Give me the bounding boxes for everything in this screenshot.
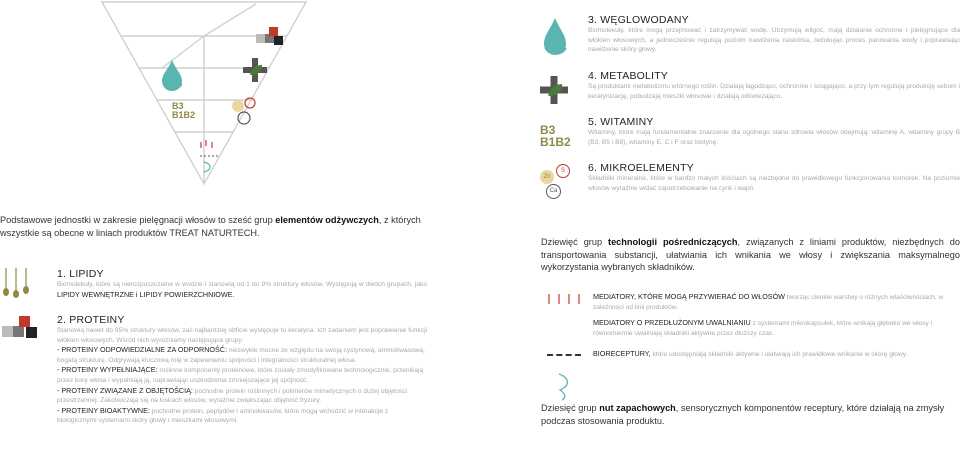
vitamin-pyramid-icon xyxy=(172,102,195,120)
protein-group: - PROTEINY BIOAKTYWNE: pochodne protein, peptydów i aminokwasów, które mogą wchodzić w interakcje z biologicznymi systemami skóry głowy i mieszkami włosowymi. xyxy=(57,405,389,425)
protein-group: - PROTEINY ZWIĄZANE Z OBJĘTOŚCIĄ: pochodne protein roślinnych i polimerów mimetycznych o dużej objętości przestrzennej. Zakotwiczają się na łuskach włosów, wyraźnie zwiększając objętość fryzury. xyxy=(57,385,407,405)
sec3-icon-drop xyxy=(540,16,570,63)
calcium-icon: Ca xyxy=(546,184,561,199)
section-vitamins xyxy=(588,116,960,147)
section-body: Biomolekuły, które mogą przejmować i zatrzymywać wodę. Utrzymują wilgoć, mają działanie ochronne i pielęgnujące dla włókien włosowych, a jednocześnie regulują poziom nawilżenia naskórka, redukując proces parowania wody i poprawiając nawilżenie skóry głowy. xyxy=(588,27,960,54)
section-carbohydrates xyxy=(588,14,960,55)
mediator-adhering: MEDIATORY, KTÓRE MOGĄ PRZYWIERAĆ DO WŁOSÓW tworząc cienkie warstwy o różnych właściwościach, w zależności od linii produktów. xyxy=(593,292,944,311)
vitamin-b1b2-label: B1B2 xyxy=(540,135,571,149)
water-drop-icon xyxy=(158,58,186,97)
protein-group: - PROTEINY ODPOWIEDZIALNE ZA ODPORNOŚĆ: niezwykle mocne ze względu na swoją cystynową, aminokwasową, bogatą strukturę. Odgrywają kluczową rolę w zapewnieniu spójności i integralności strukturalnej włosa. xyxy=(57,345,425,364)
section-body: Stanowią nawet do 95% struktury włosów, zaś najbardziej obficie występuje tu keratyna. Ich zadaniem jest poprawienie funkcji włókien włosowych. Wśród nich wyróżniamy następujące grupy: xyxy=(57,327,427,344)
mediator-adhering-icon xyxy=(545,292,585,311)
bioreceptors: BIORECEPTURY, które udostępniają składniki aktywne i ułatwiają ich prawidłowe wnikanie w skórę głowy. xyxy=(593,349,908,358)
protein-group: - PROTEINY WYPEŁNIAJĄCE: roślinne komponenty proteinowe, które zostały zmodyfikowane technologicznie, przenikają przez korę włosa i wypełniają ją, naprawiając uszkodzenia zmniejszające jej spójność. xyxy=(57,365,424,384)
sec6-icon-minerals xyxy=(540,164,574,198)
section-title: 3. WĘGLOWODANY xyxy=(588,14,689,26)
section-title: 2. PROTEINY xyxy=(57,314,125,326)
section-body: Biomolekuły, które są nierozpuszczalne w wodzie i stanowią od 1 do 9% struktury włosów. Występują w dwóch grupach, jako LIPIDY WEWNĘTRZNE i LIPIDY POWIERZCHNIOWE. xyxy=(57,281,427,299)
section-title: 4. METABOLITY xyxy=(588,70,669,82)
section-lipids xyxy=(57,268,427,300)
intro-fragrance: Dziesięć grup nut zapachowych, sensorycznych komponentów receptury, które działają na zmysły podczas stosowania produktu. xyxy=(541,403,945,426)
section-metabolites xyxy=(588,70,960,101)
section-microelements xyxy=(588,162,960,193)
zinc-icon: Zn xyxy=(540,170,554,184)
puzzle-icon xyxy=(256,26,284,53)
bioreceptor-icon xyxy=(198,138,220,179)
mediator-sustained: MEDIATORY O PRZEDŁUŻONYM UWALNIANIU z systemami mikrokapsułek, które wnikają głęboko we włosy i równomiernie uwalniają składniki aktywne przez dłuższy czas. xyxy=(593,318,933,337)
leaf-cross-icon xyxy=(243,58,267,87)
sec4-icon-leaf xyxy=(540,76,568,109)
vitamin-b3-label: B3 xyxy=(172,101,184,111)
section-body: Witaminy, które mają fundamentalne znaczenie dla ogólnego stanu zdrowia włosów obejmują: witaminę A, witaminy grupy B (B3, B5 i B8), witaminy E, C i F oraz biotynę. xyxy=(588,129,960,146)
section-proteins xyxy=(57,314,427,426)
vitamin-b3-label: B3 xyxy=(540,123,556,137)
section-title: 6. MIKROELEMENTY xyxy=(588,162,694,174)
section-body: Są produktami metabolizmu wtórnego roślin. Działają łagodząco, ochronnie i ściągająco, a przy tym regulują produkcję sebum i keratynizację, pobudzają mieszki włosowe i działają odświeżająco. xyxy=(588,83,960,100)
intro-nutrients: Podstawowe jednostki w zakresie pielęgnacji włosów to sześć grup elementów odżywczych, z których wszystkie są obecne w liniach produktów TREAT NATURTECH. xyxy=(0,215,421,238)
bioreceptor-dash-icon xyxy=(547,354,581,356)
lipids-icon xyxy=(2,266,40,305)
intro-technologies: Dziewięć grup technologii pośredniczących, związanych z liniami produktów, niezbędnych do transportowania substancji, ułatwiania ich wnikania we włosy i zwiększania maksymalnego wykorzystania wybranych składników. xyxy=(541,237,960,272)
vitamin-b1b2-label: B1B2 xyxy=(172,110,196,120)
sec5-icon-vitamins xyxy=(540,124,571,148)
section-title: 5. WITAMINY xyxy=(588,116,654,128)
sulfur-icon: S xyxy=(556,164,570,178)
section-body: Składniki mineralne, które w bardzo małych ilościach są niezbędne do prawidłowego funkcjonowania komórek. Na poziomie włosów wyraźnie widać zapotrzebowanie na cynk i wapń. xyxy=(588,175,960,192)
section-title: 1. LIPIDY xyxy=(57,268,104,280)
minerals-pyramid-icon xyxy=(230,97,260,132)
proteins-puzzle-icon xyxy=(2,314,42,349)
